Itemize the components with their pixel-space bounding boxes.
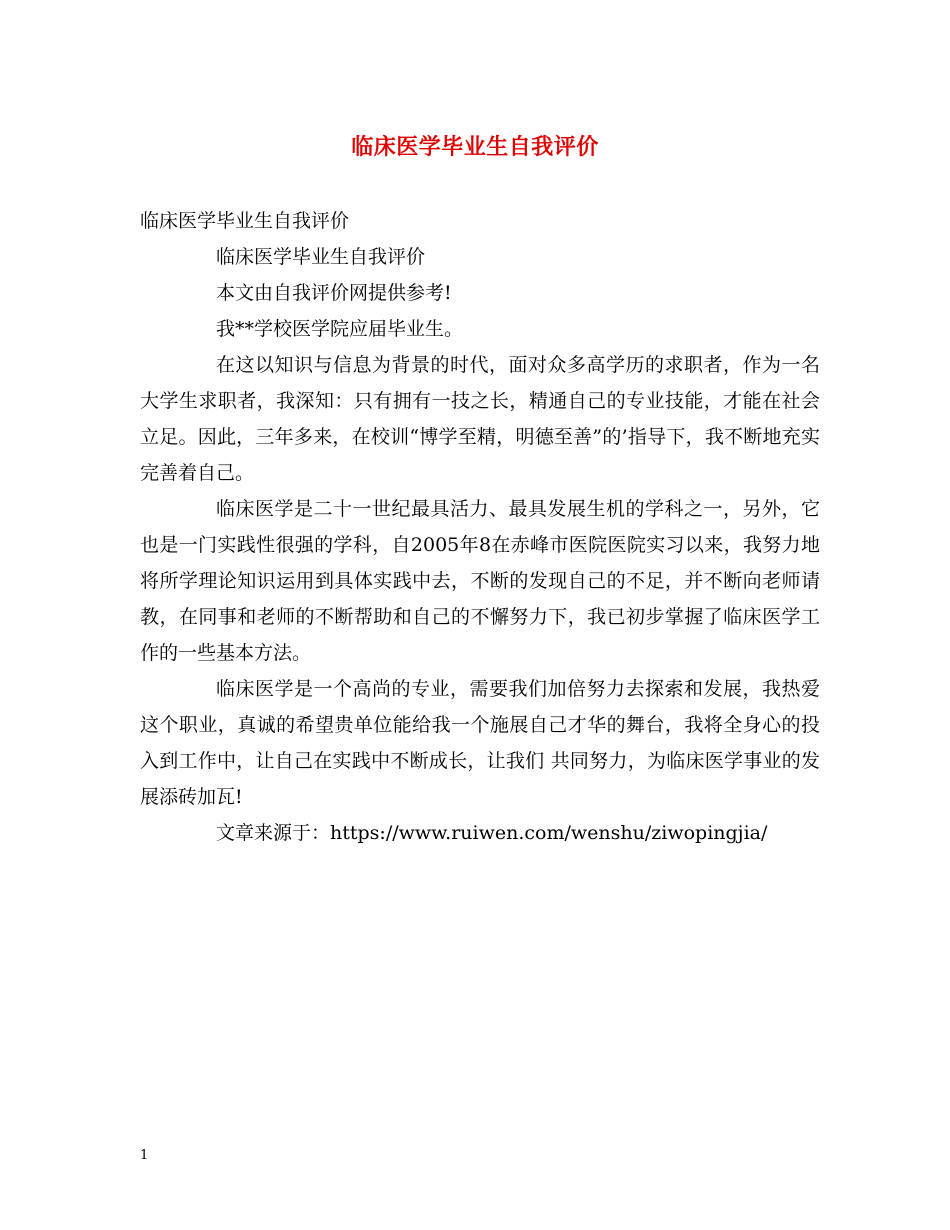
document-body	[140, 203, 820, 851]
paragraph-source-link: 文章来源于：https://www.ruiwen.com/wenshu/ziwopingjia/	[216, 822, 768, 844]
page-number: 1	[140, 1148, 149, 1163]
paragraph-body: 临床医学是一个高尚的专业，需要我们加倍努力去探索和发展，我热爱这个职业，真诚的希望贵单位能给我一个施展自己才华的舞台，我将全身心的投入到工作中，让自己在实践中不断成长，让我们 共同努力，为临床医学事业的发展添砖加瓦!	[140, 678, 820, 808]
paragraph-heading: 临床医学毕业生自我评价	[140, 210, 350, 232]
paragraph-subheading: 临床医学毕业生自我评价	[216, 246, 426, 268]
document-title: 临床医学毕业生自我评价	[351, 134, 599, 160]
paragraph-intro: 我**学校医学院应届毕业生。	[216, 318, 464, 340]
paragraph-body: 临床医学是二十一世纪最具活力、最具发展生机的学科之一，另外，它也是一门实践性很强的学科，自2005年8在赤峰市医院医院实习以来，我努力地将所学理论知识运用到具体实践中去，不断的发现自己的不足，并不断向老师请教，在同事和老师的不断帮助和自己的不懈努力下，我已初步掌握了临床医学工作的一些基本方法。	[140, 498, 820, 664]
paragraph-body: 在这以知识与信息为背景的时代，面对众多高学历的求职者，作为一名大学生求职者，我深知：只有拥有一技之长，精通自己的专业技能，才能在社会立足。因此，三年多来，在校训“博学至精，明德至善”的’指导下，我不断地充实完善着自己。	[140, 354, 820, 484]
paragraph-source-note: 本文由自我评价网提供参考!	[216, 282, 452, 304]
